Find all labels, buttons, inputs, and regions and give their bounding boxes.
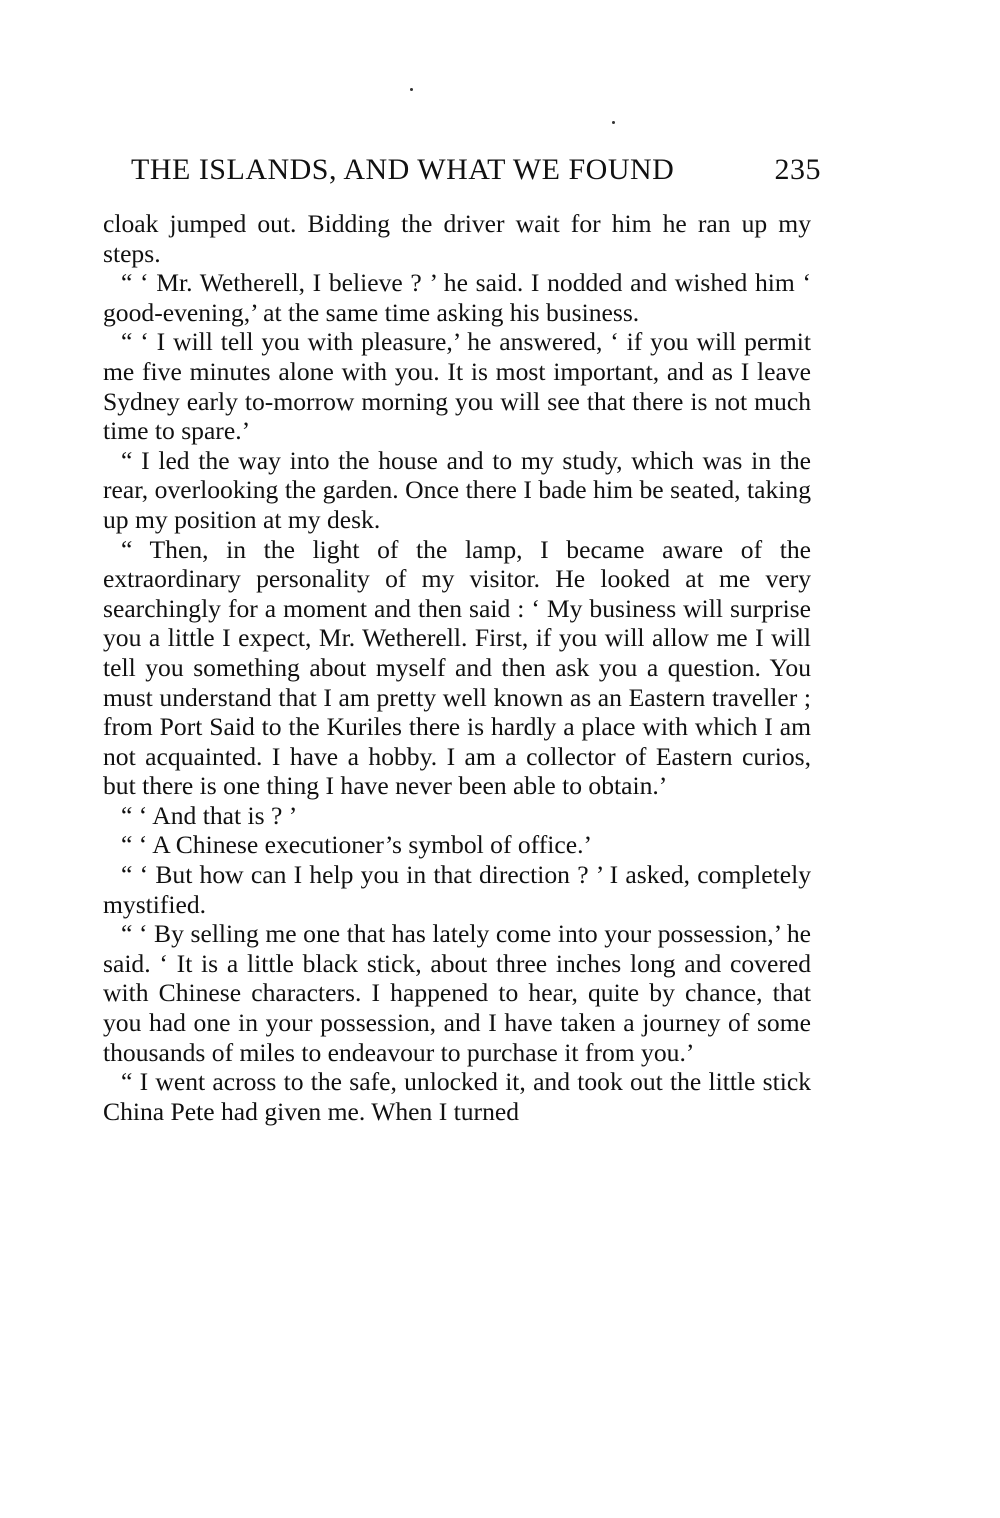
paragraph: “ ‘ But how can I help you in that direction ? ’ I asked, completely mystified. xyxy=(103,860,811,919)
paragraph: “ ‘ By selling me one that has lately come into your possession,’ he said. ‘ It is a little black stick, about three inches long and covered with Chinese characters. I happened to hear, quite by chance, that you had one in your possession, and I have taken a journey of some thousands of miles to endeavour to purchase it from you.’ xyxy=(103,919,811,1067)
running-head-title: THE ISLANDS, AND WHAT WE FOUND xyxy=(131,153,675,186)
paragraph: “ Then, in the light of the lamp, I became aware of the extraordinary personality of my visitor. He looked at me very searchingly for a moment and then said : ‘ My business will surprise you a little I expect, Mr. Wetherell. First, if you will allow me I will tell you something about myself and then ask you a question. You must understand that I am pretty well known as an Eastern traveller ; from Port Said to the Kuriles there is hardly a place with which I am not acquainted. I have a hobby. I am a collector of Eastern curios, but there is one thing I have never been able to obtain.’ xyxy=(103,534,811,801)
paragraph: “ I went across to the safe, unlocked it, and took out the little stick China Pete had given me. When I turned xyxy=(103,1067,811,1126)
running-head xyxy=(131,150,821,190)
paragraph: “ ‘ A Chinese executioner’s symbol of office.’ xyxy=(121,830,592,860)
paragraph: “ ‘ I will tell you with pleasure,’ he answered, ‘ if you will permit me five minutes alone with you. It is most important, and as I leave Sydney early to-morrow morning you will see that there is not much time to spare.’ xyxy=(103,327,811,446)
paragraph: cloak jumped out. Bidding the driver wait for him he ran up my steps. xyxy=(103,209,811,268)
print-speck xyxy=(612,121,615,124)
paragraph: “ ‘ And that is ? ’ xyxy=(121,800,298,830)
paragraph: “ I led the way into the house and to my study, which was in the rear, overlooking the garden. Once there I bade him be seated, taking up my position at my desk. xyxy=(103,445,811,534)
page-number: 235 xyxy=(774,153,821,186)
body-text xyxy=(103,209,811,1126)
print-speck xyxy=(410,88,413,91)
paragraph: “ ‘ Mr. Wetherell, I believe ? ’ he said. I nodded and wished him ‘ good-evening,’ at the same time asking his business. xyxy=(103,268,811,327)
